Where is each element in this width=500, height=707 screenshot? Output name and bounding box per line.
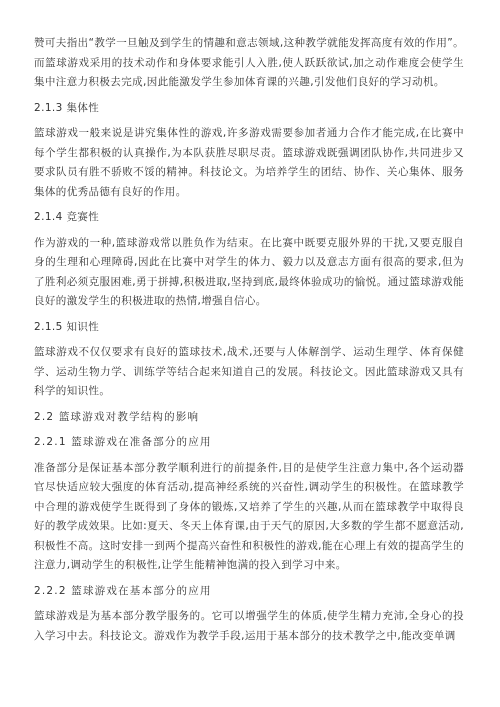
paragraph-preparation-part: 准备部分是保证基本部分教学顺利进行的前提条件,目的是使学生注意力集中,各个运动器官尽快适应较大强度的体育活动,提高神经系统的兴奋性,调动学生的积极性。在篮球教学中合理的游戏使学生既得到了身体的锻炼,又培养了学生的兴趣,从而在篮球教学中取得良好的教学成效果。比如:夏天、冬天上体育课,由于天气的原因,大多数的学生都不愿意活动,积极性不高。这时安排一到两个提高兴奋性和积极性的游戏,能在心理上有效的提高学生的注意力,调动学生的积极性,让学生能精神饱满的投入到学习中来。 [34,461,464,571]
section-heading-collectivity: 2.1.3 集体性 [34,101,100,114]
paragraph-collectivity: 篮球游戏一般来说是讲究集体性的游戏,许多游戏需要参加者通力合作才能完成,在比赛中每个学生都积极的认真操作,为本队获胜尽职尽责。篮球游戏既强调团队协作,共同进步又要求队员有胜不骄败不馁的精神。科技论文。为培养学生的团结、协作、关心集体、服务集体的优秀品德有良好的作用。 [34,127,464,198]
paragraph-competitiveness: 作为游戏的一种,篮球游戏常以胜负作为结束。在比赛中既要克服外界的干扰,又要克服自身的生理和心理障碍,因此在比赛中对学生的体力、毅力以及意志方面有很高的要求,但为了胜利必须克服困难,勇于拼搏,积极进取,坚持到底,最终体验成功的愉悦。通过篮球游戏能良好的激发学生的积极进取的热情,增强自信心。 [34,236,464,307]
document-page [34,34,464,652]
section-heading-competitiveness: 2.1.4 竞赛性 [34,211,100,223]
section-heading-basic-part: 2.2.2 篮球游戏在基本部分的应用 [34,584,212,597]
paragraph-basic-part: 篮球游戏是为基本部分教学服务的。它可以增强学生的体质,使学生精力充沛,全身心的投入学习中去。科技论文。游戏作为教学手段,运用于基本部分的技术教学之中,能改变单调 [34,610,464,642]
section-heading-teaching-structure: 2.2 篮球游戏对教学结构的影响 [34,410,200,423]
section-heading-preparation-part: 2.2.1 篮球游戏在准备部分的应用 [34,436,212,448]
section-heading-knowledge: 2.1.5 知识性 [34,320,100,333]
paragraph-knowledge: 篮球游戏不仅仅要求有良好的篮球技术,战术,还要与人体解剖学、运动生理学、体育保健学、运动生物力学、训练学等结合起来知道自己的发展。科技论文。因此篮球游戏又具有科学的知识性。 [34,346,464,397]
paragraph-intro: 赞可夫指出“教学一旦触及到学生的情趣和意志领域,这种教学就能发挥高度有效的作用”。而篮球游戏采用的技术动作和身体要求能引人入胜,使人跃跃欲试,加之动作难度会使学生集中注意力积极去完成,因此能激发学生参加体育课的兴趣,引发他们良好的学习动机。 [34,37,464,88]
